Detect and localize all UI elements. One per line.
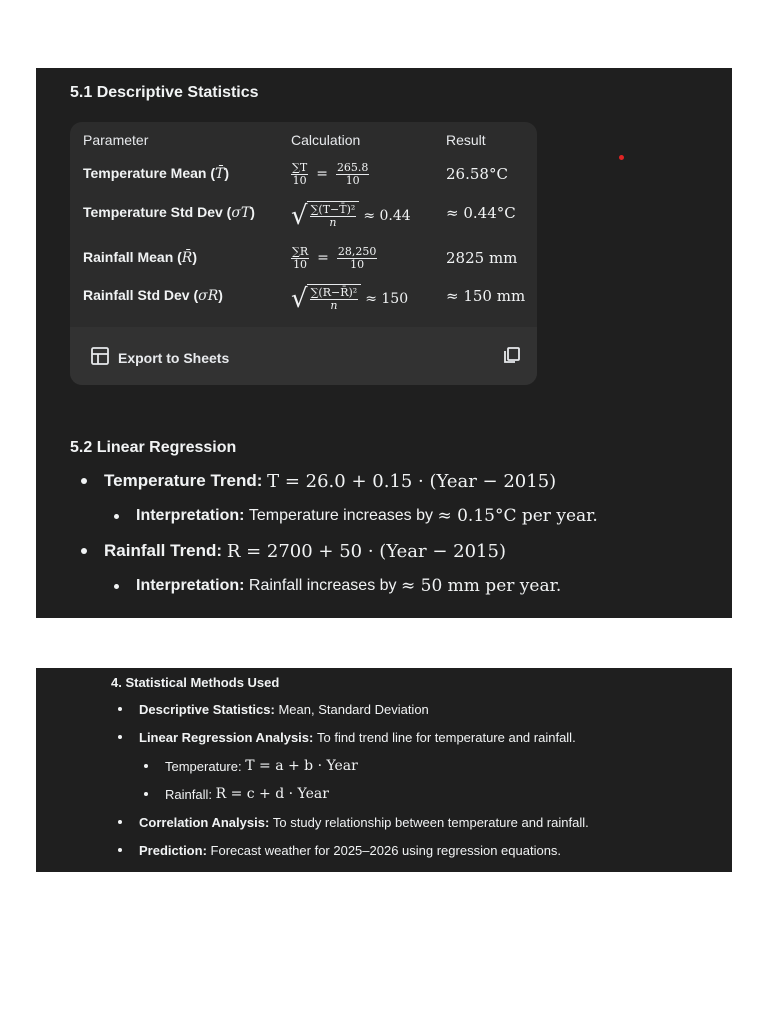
export-to-sheets-button[interactable] xyxy=(90,346,229,369)
param-label: Temperature Mean ( xyxy=(83,165,215,181)
header-result: Result xyxy=(446,132,486,148)
calc-temperature-std: √ $\frac{\text{∑(T−T̄)²}}{n}$ ≈ 0.44 xyxy=(291,201,411,231)
table-row-temperature-std: Temperature Std Dev (σT) xyxy=(83,204,255,221)
table-icon xyxy=(90,346,110,369)
marker-dot xyxy=(619,155,624,160)
list-item-correlation: Correlation Analysis: To study relationship between temperature and rainfall. xyxy=(118,814,589,830)
export-bar xyxy=(70,327,537,385)
result-rainfall-std: ≈ 150 mm xyxy=(446,287,526,305)
fraction: $\frac{\sum T}{10}$ xyxy=(292,161,308,187)
list-item-rainfall-interpretation: Interpretation: Rainfall increases by ≈ 50 mm per year. xyxy=(114,575,561,597)
list-item-prediction: Prediction: Forecast weather for 2025–2026 using regression equations. xyxy=(118,842,561,858)
statistics-table xyxy=(70,122,537,385)
table-row-rainfall-mean: Rainfall Mean (R̄) xyxy=(83,249,198,266)
table-row-rainfall-std: Rainfall Std Dev (σR) xyxy=(83,287,223,304)
section-title-descriptive: 5.1 Descriptive Statistics xyxy=(70,84,259,101)
result-rainfall-mean: 2825 mm xyxy=(446,249,518,267)
fraction: $\frac{265.8}{10}$ xyxy=(336,161,369,187)
list-item-descriptive: Descriptive Statistics: Mean, Standard Deviation xyxy=(118,701,429,717)
header-parameter: Parameter xyxy=(83,132,149,148)
export-label: Export to Sheets xyxy=(118,349,230,366)
list-item-temperature-equation: Temperature: T = a + b · Year xyxy=(144,757,358,775)
list-item-linear-regression: Linear Regression Analysis: To find trend line for temperature and rainfall. xyxy=(118,729,576,745)
list-item-rainfall-equation: Rainfall: R = c + d · Year xyxy=(144,785,329,803)
list-item-temperature-interpretation: Interpretation: Temperature increases by ≈ 0.15°C per year. xyxy=(114,505,598,527)
table-row-temperature-mean xyxy=(83,165,229,182)
header-calculation: Calculation xyxy=(291,132,361,148)
sqrt: √ $\frac{\text{∑(T−T̄)²}}{n}$ xyxy=(291,201,359,231)
copy-button[interactable] xyxy=(503,346,521,369)
calc-rainfall-std: √ $\frac{\text{∑(R−R̄)²}}{n}$ ≈ 150 xyxy=(291,284,409,314)
list-item-rainfall-trend: Rainfall Trend: R = 2700 + 50 · (Year − 2015) xyxy=(81,539,506,563)
param-symbol: T̄ xyxy=(215,166,225,182)
calc-rainfall-mean: $\frac{\sum R}{10}$ = $\frac{28,250}{10}$ xyxy=(292,245,377,271)
result-temperature-std: ≈ 0.44°C xyxy=(446,204,516,222)
param-close: ) xyxy=(224,165,230,181)
result-temperature-mean: 26.58°C xyxy=(446,165,508,183)
section-title-regression: 5.2 Linear Regression xyxy=(70,439,237,456)
copy-icon xyxy=(503,351,521,368)
list-item-temperature-trend: Temperature Trend: T = 26.0 + 0.15 · (Year − 2015) xyxy=(81,469,556,493)
calc-temperature-mean: $\frac{\sum T}{10}$ = $\frac{265.8}{10}$ xyxy=(292,161,369,187)
section-title-methods: 4. Statistical Methods Used xyxy=(111,675,280,690)
